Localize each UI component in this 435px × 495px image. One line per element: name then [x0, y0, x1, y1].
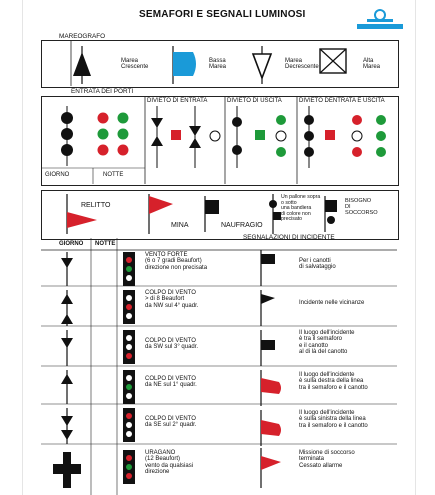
night-lights-5	[123, 408, 135, 442]
incidente-right-4: Il luogo dell'incidente è sulla destra della linea tra il semaforo e il canotto	[299, 372, 368, 391]
blue-pennant-icon	[169, 46, 199, 84]
colpo-vento-nw-icon	[57, 290, 77, 326]
incidente-left-3: COLPO DI VENTO da SW sul 3° quadr.	[145, 338, 199, 351]
night-lights-3	[123, 330, 135, 364]
uragano-cross-icon	[53, 450, 81, 490]
incidente-left-2: COLPO DI VENTO > di 8 Beaufort da NW sul 4° quadr.	[145, 290, 199, 309]
entrata-signals	[41, 96, 397, 184]
incidente-right-2: Incidente nelle vicinanze	[299, 300, 365, 306]
incidente-right-5: Il luogo dell'incidente è sulla sinistra della linea tra il semaforo e il canotto	[299, 410, 368, 429]
naufragio-square-icon	[203, 196, 223, 232]
triangle-down-icon	[249, 46, 275, 84]
mina-label: MINA	[171, 222, 189, 229]
incidente-left-6: URAGANO (12 Beaufort) vento da qualsiasi direzione	[145, 450, 194, 476]
incidente-left-1: VENTO FORTE (6 o 7 gradi Beaufort) direzione non precisata	[145, 252, 208, 271]
mareografo-label-alta: Alta Marea	[363, 58, 381, 71]
incidente-giorno-header: GIORNO	[59, 241, 84, 247]
incidente-notte-header: NOTTE	[95, 241, 116, 247]
pallone-label: Un pallone sopra o sotto una bandiera di colore non precisato	[281, 194, 321, 223]
vento-forte-icon	[57, 252, 77, 286]
incidente-flag-4	[257, 370, 287, 406]
colpo-vento-sw-icon	[57, 330, 77, 366]
night-lights-2	[123, 290, 135, 324]
night-lights-4	[123, 370, 135, 404]
incidente-right-1: Per i canotti di salvataggio	[299, 258, 336, 271]
relitto-flag-icon	[63, 194, 103, 234]
entrata-notte-label: NOTTE	[103, 172, 124, 178]
logo-icon	[353, 6, 407, 34]
incidente-heading: SEGNALAZIONI DI INCIDENTE	[243, 234, 335, 241]
mareografo-label-crescente: Marea Crescente	[121, 58, 149, 71]
incidente-left-4: COLPO DI VENTO da NE sul 1° quadr.	[145, 376, 197, 389]
mareografo-label-decrescente: Marea Decrescente	[285, 58, 319, 71]
colpo-vento-ne-icon	[57, 370, 77, 404]
incidente-flag-1	[257, 250, 287, 286]
night-lights-6	[123, 450, 135, 484]
mareografo-heading: MAREOGRAFO	[59, 33, 106, 40]
entrata-giorno-label: GIORNO	[45, 172, 70, 178]
incidente-flag-5	[257, 410, 287, 446]
entrata-heading: ENTRATA DEI PORTI	[71, 88, 134, 95]
incidente-flag-3	[257, 330, 287, 366]
crossed-square-icon	[319, 48, 347, 74]
page-title: SEMAFORI E SEGNALI LUMINOSI	[139, 9, 306, 20]
incidente-left-5: COLPO DI VENTO da SE sul 2° quadr.	[145, 416, 197, 429]
soccorso-label: BISOGNO DI SOCCORSO	[345, 198, 378, 217]
night-lights-1	[123, 252, 135, 286]
incidente-right-3: Il luogo dell'incidente è tra il semaforo e il canotto al di là del canotto	[299, 330, 355, 356]
entrata-col-2: DIVIETO DI USCITA	[227, 98, 282, 104]
mareografo-label-bassa: Bassa Marea	[209, 58, 227, 71]
soccorso-icon	[323, 196, 345, 232]
entrata-col-1: DIVIETO DI ENTRATA	[147, 98, 208, 104]
colpo-vento-se-icon	[57, 408, 77, 444]
incidente-flag-6	[257, 448, 287, 488]
incidente-flag-2	[257, 290, 287, 326]
entrata-col-3: DIVIETO DENTRATA E USCITA	[299, 98, 385, 104]
relitto-label: RELITTO	[81, 202, 111, 209]
naufragio-label: NAUFRAGIO	[221, 222, 263, 229]
signal-chart-card	[22, 0, 416, 495]
triangle-up-icon	[69, 46, 95, 84]
incidente-right-6: Missione di soccorso terminata Cessato allarme	[299, 450, 355, 469]
